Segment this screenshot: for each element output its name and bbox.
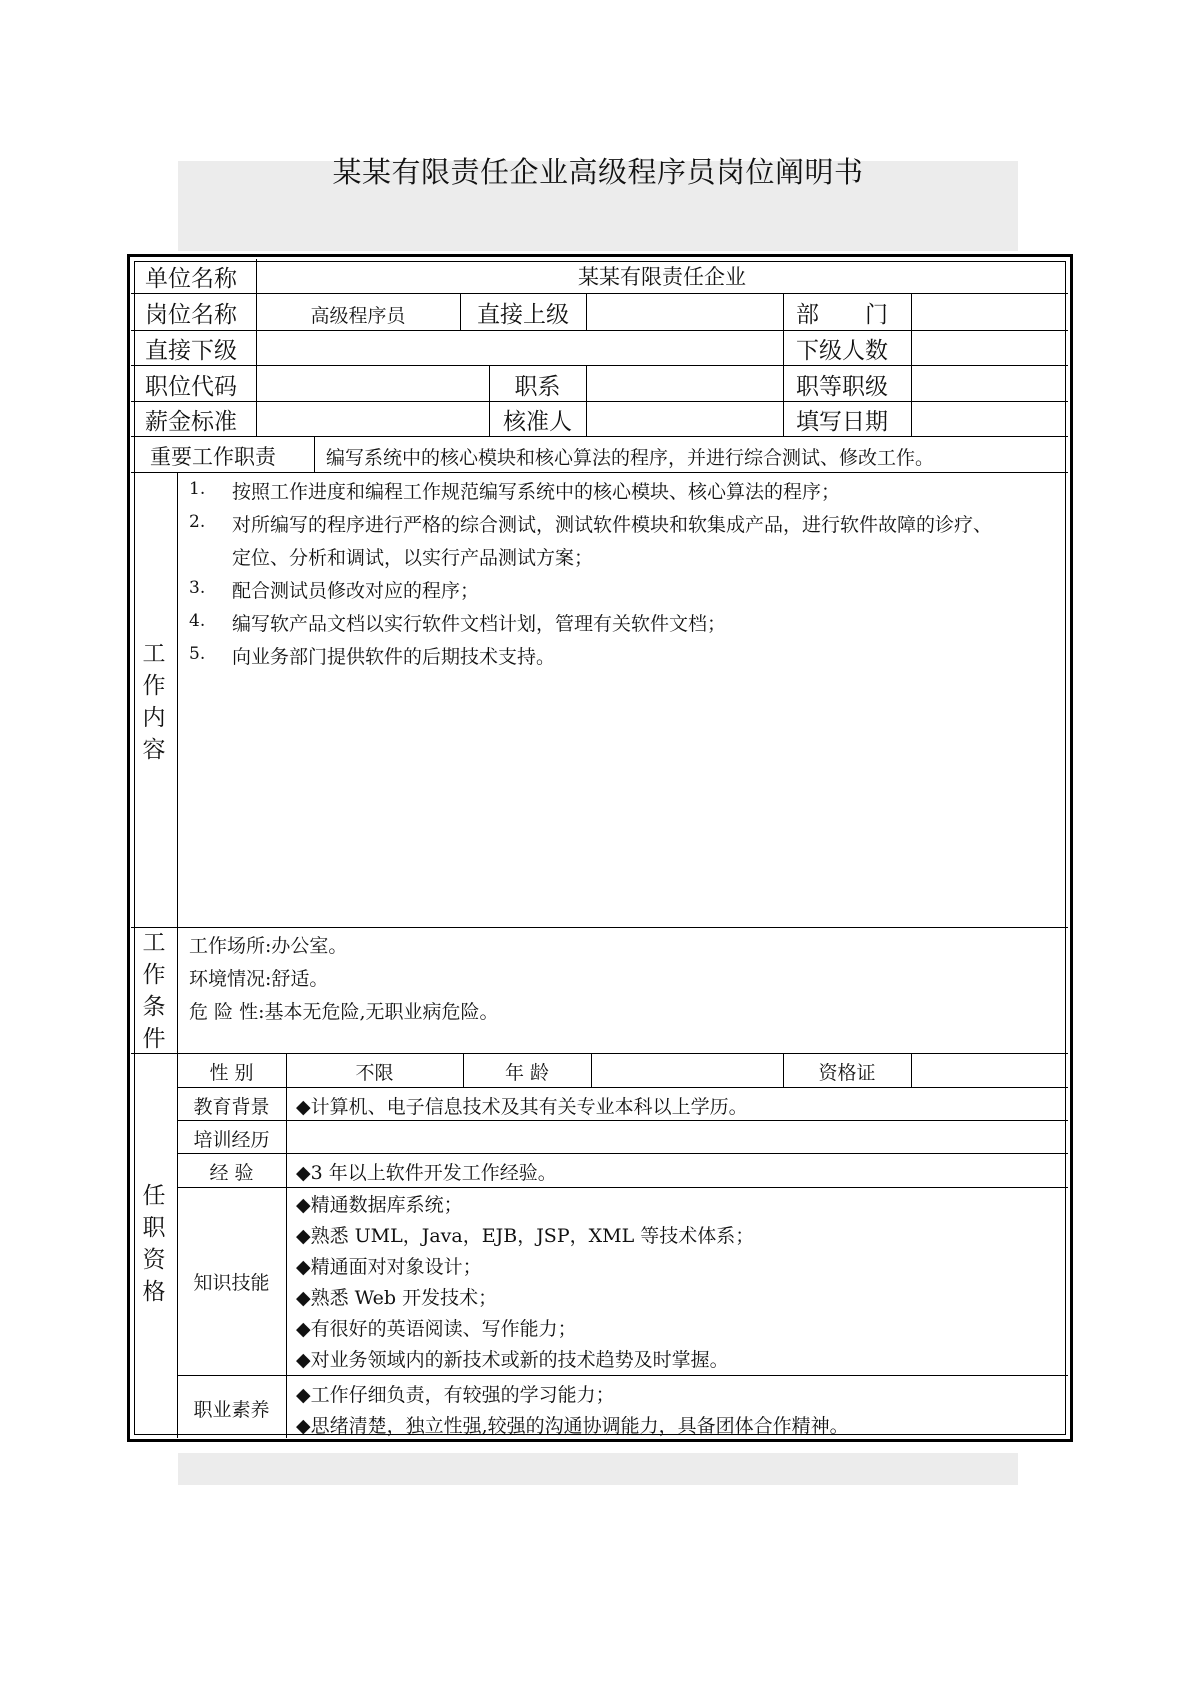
main-duty-value: 编写系统中的核心模块和核心算法的程序，并进行综合测试、修改工作。: [326, 447, 935, 469]
work-content-item-continued: 定位、分析和调试，以实行产品测试方案；: [232, 547, 594, 569]
experience-label: 经 验: [209, 1162, 254, 1184]
age-label: 年 龄: [504, 1062, 550, 1084]
col-divider: [586, 365, 587, 436]
qualifications-label: 任 职 资 格: [142, 1183, 166, 1305]
certificate-label: 资格证: [818, 1062, 876, 1084]
subordinate-count-label: 下级人数: [796, 338, 888, 364]
work-content-item: 对所编写的程序进行严格的综合测试，测试软件模块和软集成产品，进行软件故障的诊疗、: [232, 514, 993, 536]
post-name-value: 高级程序员: [310, 305, 406, 327]
skill-item: ◆熟悉 Web 开发技术；: [296, 1287, 498, 1309]
row-divider: [131, 293, 1068, 294]
unit-name-label: 单位名称: [145, 266, 237, 292]
subordinate-label: 直接下级: [145, 338, 237, 364]
col-divider: [586, 293, 587, 330]
row-divider: [131, 472, 1068, 473]
quality-item: ◆思绪清楚，独立性强,较强的沟通协调能力，具备团体合作精神。: [296, 1415, 849, 1437]
skill-item: ◆对业务领域内的新技术或新的技术趋势及时掌握。: [296, 1349, 729, 1371]
superior-label: 直接上级: [477, 302, 569, 328]
gender-value: 不限: [355, 1062, 394, 1084]
skill-item: ◆精通数据库系统；: [296, 1194, 463, 1216]
list-item-number: 5.: [189, 644, 206, 664]
professional-quality-label: 职业素养: [193, 1399, 270, 1421]
post-name-label: 岗位名称: [145, 302, 237, 328]
education-label: 教育背景: [193, 1096, 270, 1118]
list-item-number: 3.: [189, 578, 206, 598]
unit-name-value: 某某有限责任企业: [578, 265, 746, 289]
quality-item: ◆工作仔细负责，有较强的学习能力；: [296, 1384, 615, 1406]
education-value: ◆计算机、电子信息技术及其有关专业本科以上学历。: [296, 1096, 748, 1118]
position-code-label: 职位代码: [145, 374, 237, 400]
row-divider: [177, 1375, 1068, 1376]
work-content-item: 编写软产品文档以实行软件文档计划，管理有关软件文档；: [232, 613, 727, 635]
row-divider: [177, 1153, 1068, 1154]
col-divider: [286, 1053, 287, 1438]
row-divider: [131, 436, 1068, 437]
col-divider: [314, 436, 315, 472]
job-description-table: [127, 254, 1073, 1442]
work-content-label: 工 作 内 容: [142, 641, 166, 763]
footer-band: [178, 1453, 1018, 1485]
skill-item: ◆精通面对对象设计；: [296, 1256, 482, 1278]
table-inner-border: [134, 261, 1066, 1435]
list-item-number: 4.: [189, 611, 206, 631]
row-divider: [131, 330, 1068, 331]
fill-date-label: 填写日期: [796, 409, 888, 435]
workplace-line: 工作场所:办公室。: [189, 935, 348, 957]
col-divider: [911, 293, 912, 436]
skills-label: 知识技能: [193, 1272, 270, 1294]
work-conditions-label: 工 作 条 件: [142, 930, 166, 1052]
row-divider: [177, 1187, 1068, 1188]
list-item-number: 2.: [189, 512, 206, 532]
salary-label: 薪金标准: [145, 409, 237, 435]
job-grade-label: 职等职级: [796, 374, 888, 400]
col-divider: [591, 1053, 592, 1087]
skill-item: ◆熟悉 UML，Java，EJB，JSP，XML 等技术体系；: [296, 1225, 755, 1247]
row-divider: [131, 365, 1068, 366]
col-divider: [783, 293, 784, 436]
work-content-item: 向业务部门提供软件的后期技术支持。: [232, 646, 556, 668]
row-divider: [177, 1120, 1068, 1121]
document-title: 某某有限责任企业高级程序员岗位阐明书: [332, 155, 864, 189]
gender-label: 性 别: [209, 1062, 254, 1084]
hazard-line: 危 险 性:基本无危险,无职业病危险。: [189, 1001, 499, 1023]
work-content-item: 按照工作进度和编程工作规范编写系统中的核心模块、核心算法的程序；: [232, 481, 841, 503]
training-label: 培训经历: [193, 1129, 270, 1151]
approver-label: 核准人: [503, 409, 572, 435]
department-label: 部 门: [796, 302, 888, 328]
row-divider: [131, 1053, 1068, 1054]
row-divider: [177, 1087, 1068, 1088]
row-divider: [131, 401, 1068, 402]
work-content-item: 配合测试员修改对应的程序；: [232, 580, 480, 602]
col-divider: [911, 1053, 912, 1087]
environment-line: 环境情况:舒适。: [189, 968, 329, 990]
row-divider: [131, 927, 1068, 928]
skill-item: ◆有很好的英语阅读、写作能力；: [296, 1318, 577, 1340]
experience-value: ◆3 年以上软件开发工作经验。: [296, 1162, 557, 1184]
list-item-number: 1.: [189, 479, 206, 499]
job-series-label: 职系: [514, 374, 561, 400]
main-duty-label: 重要工作职责: [150, 445, 276, 469]
